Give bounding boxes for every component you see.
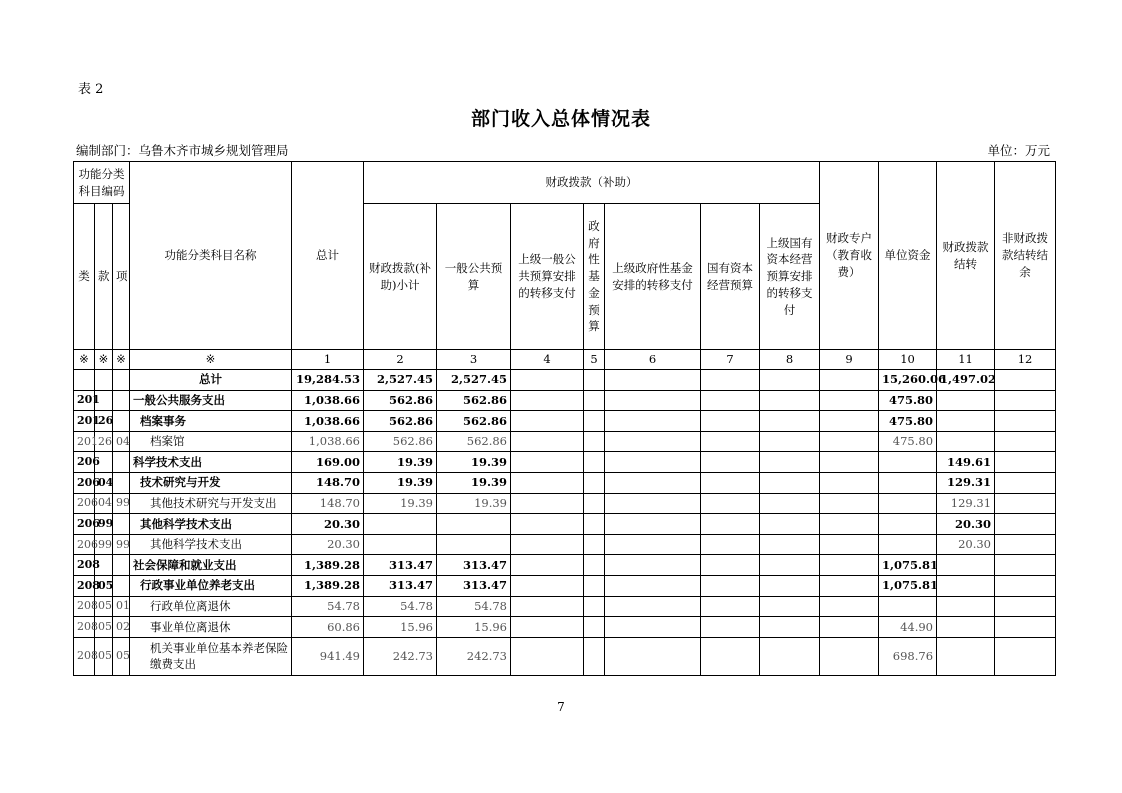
code-kuan	[95, 370, 113, 391]
amount-cell	[584, 472, 605, 493]
amount-cell	[820, 617, 879, 638]
amount-cell	[760, 534, 820, 555]
amount-cell	[879, 534, 937, 555]
table-row	[74, 617, 1056, 638]
column-index-cell: ※	[74, 350, 95, 370]
code-xiang	[113, 555, 130, 576]
amount-cell	[701, 534, 760, 555]
amount-cell	[937, 596, 995, 617]
amount-cell	[760, 596, 820, 617]
amount-cell: 148.70	[292, 493, 364, 514]
table-row	[74, 472, 1056, 493]
unit-label: 单位：万元	[987, 143, 1050, 158]
amount-cell: 129.31	[937, 493, 995, 514]
amount-cell	[701, 431, 760, 452]
column-index-cell: 4	[511, 350, 584, 370]
amount-cell	[820, 390, 879, 411]
amount-cell	[820, 472, 879, 493]
amount-cell: 562.86	[437, 431, 511, 452]
amount-cell: 169.00	[292, 452, 364, 473]
amount-cell	[760, 431, 820, 452]
amount-cell: 562.86	[437, 411, 511, 432]
code-lei: 206	[74, 472, 95, 493]
amount-cell	[701, 493, 760, 514]
code-lei: 206	[74, 493, 95, 514]
amount-cell	[584, 534, 605, 555]
amount-cell	[820, 596, 879, 617]
amount-cell	[584, 411, 605, 432]
amount-cell	[995, 575, 1056, 596]
amount-cell: 19.39	[364, 493, 437, 514]
amount-cell	[584, 452, 605, 473]
amount-cell	[820, 514, 879, 535]
code-kuan: 26	[95, 431, 113, 452]
amount-cell	[584, 596, 605, 617]
column-index-cell: 9	[820, 350, 879, 370]
amount-cell	[511, 514, 584, 535]
code-lei: 208	[74, 555, 95, 576]
amount-cell	[511, 431, 584, 452]
amount-cell	[995, 431, 1056, 452]
code-lei: 206	[74, 452, 95, 473]
code-kuan: 04	[95, 472, 113, 493]
amount-cell	[605, 534, 701, 555]
amount-cell	[760, 637, 820, 675]
amount-cell	[995, 617, 1056, 638]
item-name: 社会保障和就业支出	[130, 555, 292, 576]
amount-cell: 20.30	[292, 514, 364, 535]
amount-cell	[701, 472, 760, 493]
code-kuan: 99	[95, 514, 113, 535]
amount-cell	[605, 411, 701, 432]
amount-cell	[995, 596, 1056, 617]
amount-cell	[937, 390, 995, 411]
table-row	[74, 514, 1056, 535]
amount-cell	[760, 370, 820, 391]
amount-cell: 941.49	[292, 637, 364, 675]
amount-cell	[605, 617, 701, 638]
compiling-department: 编制部门：乌鲁木齐市城乡规划管理局	[76, 143, 289, 158]
header-total: 总计	[292, 162, 364, 350]
code-lei: 201	[74, 390, 95, 411]
amount-cell: 1,075.81	[879, 555, 937, 576]
amount-cell: 1,075.81	[879, 575, 937, 596]
amount-cell	[995, 472, 1056, 493]
amount-cell: 562.86	[437, 390, 511, 411]
amount-cell	[584, 390, 605, 411]
amount-cell	[511, 370, 584, 391]
amount-cell	[605, 637, 701, 675]
amount-cell: 19.39	[437, 472, 511, 493]
code-xiang	[113, 390, 130, 411]
amount-cell	[605, 575, 701, 596]
table-row	[74, 596, 1056, 617]
amount-cell	[701, 596, 760, 617]
amount-cell	[995, 555, 1056, 576]
amount-cell: 562.86	[364, 431, 437, 452]
code-kuan: 99	[95, 534, 113, 555]
header-lei: 类	[74, 204, 95, 350]
item-name: 一般公共服务支出	[130, 390, 292, 411]
amount-cell: 242.73	[437, 637, 511, 675]
amount-cell	[820, 555, 879, 576]
table-number: 表 2	[78, 82, 104, 97]
amount-cell	[760, 514, 820, 535]
amount-cell	[995, 390, 1056, 411]
amount-cell: 2,527.45	[364, 370, 437, 391]
amount-cell: 20.30	[937, 514, 995, 535]
column-index-row	[74, 350, 1056, 370]
amount-cell	[584, 431, 605, 452]
amount-cell	[605, 514, 701, 535]
amount-cell	[511, 390, 584, 411]
code-lei	[74, 370, 95, 391]
amount-cell	[995, 493, 1056, 514]
amount-cell: 19.39	[364, 452, 437, 473]
amount-cell	[437, 534, 511, 555]
amount-cell: 19.39	[437, 493, 511, 514]
amount-cell	[511, 452, 584, 473]
item-name: 行政单位离退休	[130, 596, 292, 617]
column-index-cell: ※	[113, 350, 130, 370]
amount-cell	[584, 637, 605, 675]
header-upper-fund-transfer: 上级政府性基金安排的转移支付	[605, 204, 701, 350]
amount-cell: 475.80	[879, 411, 937, 432]
amount-cell: 44.90	[879, 617, 937, 638]
amount-cell	[879, 596, 937, 617]
amount-cell: 19.39	[437, 452, 511, 473]
table-row	[74, 411, 1056, 432]
header-kuan: 款	[95, 204, 113, 350]
amount-cell	[701, 514, 760, 535]
amount-cell	[701, 411, 760, 432]
amount-cell	[937, 411, 995, 432]
amount-cell	[511, 575, 584, 596]
amount-cell	[820, 575, 879, 596]
amount-cell	[995, 637, 1056, 675]
amount-cell	[511, 555, 584, 576]
code-xiang	[113, 411, 130, 432]
amount-cell	[584, 493, 605, 514]
item-name: 其他科学技术支出	[130, 514, 292, 535]
item-name: 技术研究与开发	[130, 472, 292, 493]
code-xiang	[113, 575, 130, 596]
column-index-cell: ※	[95, 350, 113, 370]
code-xiang	[113, 370, 130, 391]
amount-cell	[937, 555, 995, 576]
amount-cell: 1,497.02	[937, 370, 995, 391]
amount-cell	[879, 493, 937, 514]
amount-cell: 129.31	[937, 472, 995, 493]
amount-cell	[584, 555, 605, 576]
page-number: 7	[557, 700, 565, 714]
column-index-cell: 8	[760, 350, 820, 370]
code-xiang: 04	[113, 431, 130, 452]
code-xiang	[113, 472, 130, 493]
amount-cell	[820, 493, 879, 514]
amount-cell	[701, 617, 760, 638]
amount-cell	[511, 596, 584, 617]
amount-cell: 1,038.66	[292, 411, 364, 432]
income-table	[73, 161, 1056, 676]
code-lei: 206	[74, 534, 95, 555]
code-kuan: 26	[95, 411, 113, 432]
amount-cell	[879, 452, 937, 473]
column-index-cell: 10	[879, 350, 937, 370]
amount-cell: 698.76	[879, 637, 937, 675]
code-lei: 201	[74, 431, 95, 452]
amount-cell	[584, 514, 605, 535]
amount-cell: 1,389.28	[292, 575, 364, 596]
amount-cell	[820, 534, 879, 555]
amount-cell: 60.86	[292, 617, 364, 638]
item-name: 机关事业单位基本养老保险缴费支出	[130, 637, 292, 675]
amount-cell	[995, 370, 1056, 391]
amount-cell	[820, 411, 879, 432]
column-index-cell: 2	[364, 350, 437, 370]
column-index-cell: 12	[995, 350, 1056, 370]
amount-cell: 20.30	[292, 534, 364, 555]
amount-cell	[820, 452, 879, 473]
amount-cell	[511, 411, 584, 432]
column-index-cell: 6	[605, 350, 701, 370]
amount-cell: 54.78	[292, 596, 364, 617]
header-nongrant-carryover: 非财政拨款结转结余	[995, 162, 1056, 350]
amount-cell: 15,260.06	[879, 370, 937, 391]
amount-cell: 19,284.53	[292, 370, 364, 391]
item-name: 总计	[130, 370, 292, 391]
table-row	[74, 534, 1056, 555]
amount-cell: 20.30	[937, 534, 995, 555]
amount-cell: 313.47	[364, 575, 437, 596]
amount-cell	[995, 534, 1056, 555]
amount-cell	[937, 617, 995, 638]
code-xiang: 99	[113, 493, 130, 514]
table-row	[74, 493, 1056, 514]
amount-cell: 54.78	[437, 596, 511, 617]
amount-cell: 313.47	[437, 555, 511, 576]
amount-cell: 15.96	[364, 617, 437, 638]
table-row	[74, 575, 1056, 596]
amount-cell: 313.47	[364, 555, 437, 576]
amount-cell	[820, 637, 879, 675]
table-row	[74, 452, 1056, 473]
code-lei: 208	[74, 596, 95, 617]
amount-cell	[605, 370, 701, 391]
code-kuan: 04	[95, 493, 113, 514]
code-kuan: 05	[95, 596, 113, 617]
item-name: 其他技术研究与开发支出	[130, 493, 292, 514]
column-index-cell: 11	[937, 350, 995, 370]
table-row	[74, 431, 1056, 452]
amount-cell	[701, 370, 760, 391]
amount-cell: 475.80	[879, 390, 937, 411]
amount-cell	[584, 370, 605, 391]
amount-cell	[937, 575, 995, 596]
code-lei: 208	[74, 637, 95, 675]
item-name: 档案事务	[130, 411, 292, 432]
column-index-cell: 1	[292, 350, 364, 370]
amount-cell	[701, 575, 760, 596]
amount-cell: 148.70	[292, 472, 364, 493]
amount-cell: 15.96	[437, 617, 511, 638]
amount-cell	[584, 575, 605, 596]
amount-cell: 19.39	[364, 472, 437, 493]
amount-cell	[760, 452, 820, 473]
code-lei: 206	[74, 514, 95, 535]
header-general-budget: 一般公共预算	[437, 204, 511, 350]
header-unit-funds: 单位资金	[879, 162, 937, 350]
header-code-group: 功能分类科目编码	[74, 162, 130, 204]
header-grant-group: 财政拨款（补助）	[364, 162, 820, 204]
code-kuan: 05	[95, 637, 113, 675]
amount-cell	[760, 575, 820, 596]
amount-cell	[511, 493, 584, 514]
amount-cell: 313.47	[437, 575, 511, 596]
amount-cell	[820, 431, 879, 452]
code-lei: 201	[74, 411, 95, 432]
item-name: 其他科学技术支出	[130, 534, 292, 555]
amount-cell	[605, 555, 701, 576]
amount-cell	[701, 452, 760, 473]
amount-cell: 242.73	[364, 637, 437, 675]
amount-cell	[511, 637, 584, 675]
amount-cell	[605, 472, 701, 493]
amount-cell	[511, 617, 584, 638]
amount-cell	[995, 514, 1056, 535]
amount-cell	[760, 472, 820, 493]
code-xiang	[113, 452, 130, 473]
code-xiang	[113, 514, 130, 535]
column-index-cell: ※	[130, 350, 292, 370]
amount-cell	[701, 637, 760, 675]
table-row	[74, 370, 1056, 391]
amount-cell	[760, 411, 820, 432]
amount-cell	[760, 493, 820, 514]
amount-cell	[937, 637, 995, 675]
amount-cell: 54.78	[364, 596, 437, 617]
header-grant-carryover: 财政拨款结转	[937, 162, 995, 350]
amount-cell	[584, 617, 605, 638]
amount-cell	[879, 514, 937, 535]
code-xiang: 02	[113, 617, 130, 638]
item-name: 事业单位离退休	[130, 617, 292, 638]
amount-cell: 1,389.28	[292, 555, 364, 576]
header-upper-general-transfer: 上级一般公共预算安排的转移支付	[511, 204, 584, 350]
table-row	[74, 637, 1056, 675]
code-lei: 208	[74, 617, 95, 638]
code-xiang: 01	[113, 596, 130, 617]
amount-cell: 562.86	[364, 411, 437, 432]
amount-cell	[364, 534, 437, 555]
amount-cell: 562.86	[364, 390, 437, 411]
amount-cell	[511, 472, 584, 493]
item-name: 档案馆	[130, 431, 292, 452]
amount-cell: 1,038.66	[292, 390, 364, 411]
amount-cell	[511, 534, 584, 555]
code-kuan: 05	[95, 617, 113, 638]
amount-cell	[995, 411, 1056, 432]
header-special-education: 财政专户（教育收费）	[820, 162, 879, 350]
table-row	[74, 390, 1056, 411]
amount-cell	[364, 514, 437, 535]
column-index-cell: 7	[701, 350, 760, 370]
amount-cell	[701, 555, 760, 576]
amount-cell	[995, 452, 1056, 473]
column-index-cell: 3	[437, 350, 511, 370]
header-name: 功能分类科目名称	[130, 162, 292, 350]
amount-cell	[820, 370, 879, 391]
amount-cell	[760, 555, 820, 576]
amount-cell	[437, 514, 511, 535]
page-title: 部门收入总体情况表	[470, 108, 651, 130]
amount-cell: 1,038.66	[292, 431, 364, 452]
amount-cell	[605, 390, 701, 411]
amount-cell	[937, 431, 995, 452]
table-row	[74, 555, 1056, 576]
amount-cell	[605, 493, 701, 514]
item-name: 科学技术支出	[130, 452, 292, 473]
header-gov-fund: 政府性基金预算	[584, 204, 605, 350]
code-xiang: 05	[113, 637, 130, 675]
amount-cell: 2,527.45	[437, 370, 511, 391]
amount-cell: 149.61	[937, 452, 995, 473]
amount-cell	[701, 390, 760, 411]
amount-cell: 475.80	[879, 431, 937, 452]
amount-cell	[605, 452, 701, 473]
amount-cell	[879, 472, 937, 493]
header-xiang: 项	[113, 204, 130, 350]
code-xiang: 99	[113, 534, 130, 555]
amount-cell	[605, 431, 701, 452]
header-grant-subtotal: 财政拨款(补助)小计	[364, 204, 437, 350]
code-lei: 208	[74, 575, 95, 596]
header-state-capital: 国有资本经营预算	[701, 204, 760, 350]
amount-cell	[760, 390, 820, 411]
item-name: 行政事业单位养老支出	[130, 575, 292, 596]
code-kuan: 05	[95, 575, 113, 596]
header-upper-state-capital-transfer: 上级国有资本经营预算安排的转移支付	[760, 204, 820, 350]
amount-cell	[760, 617, 820, 638]
amount-cell	[605, 596, 701, 617]
column-index-cell: 5	[584, 350, 605, 370]
